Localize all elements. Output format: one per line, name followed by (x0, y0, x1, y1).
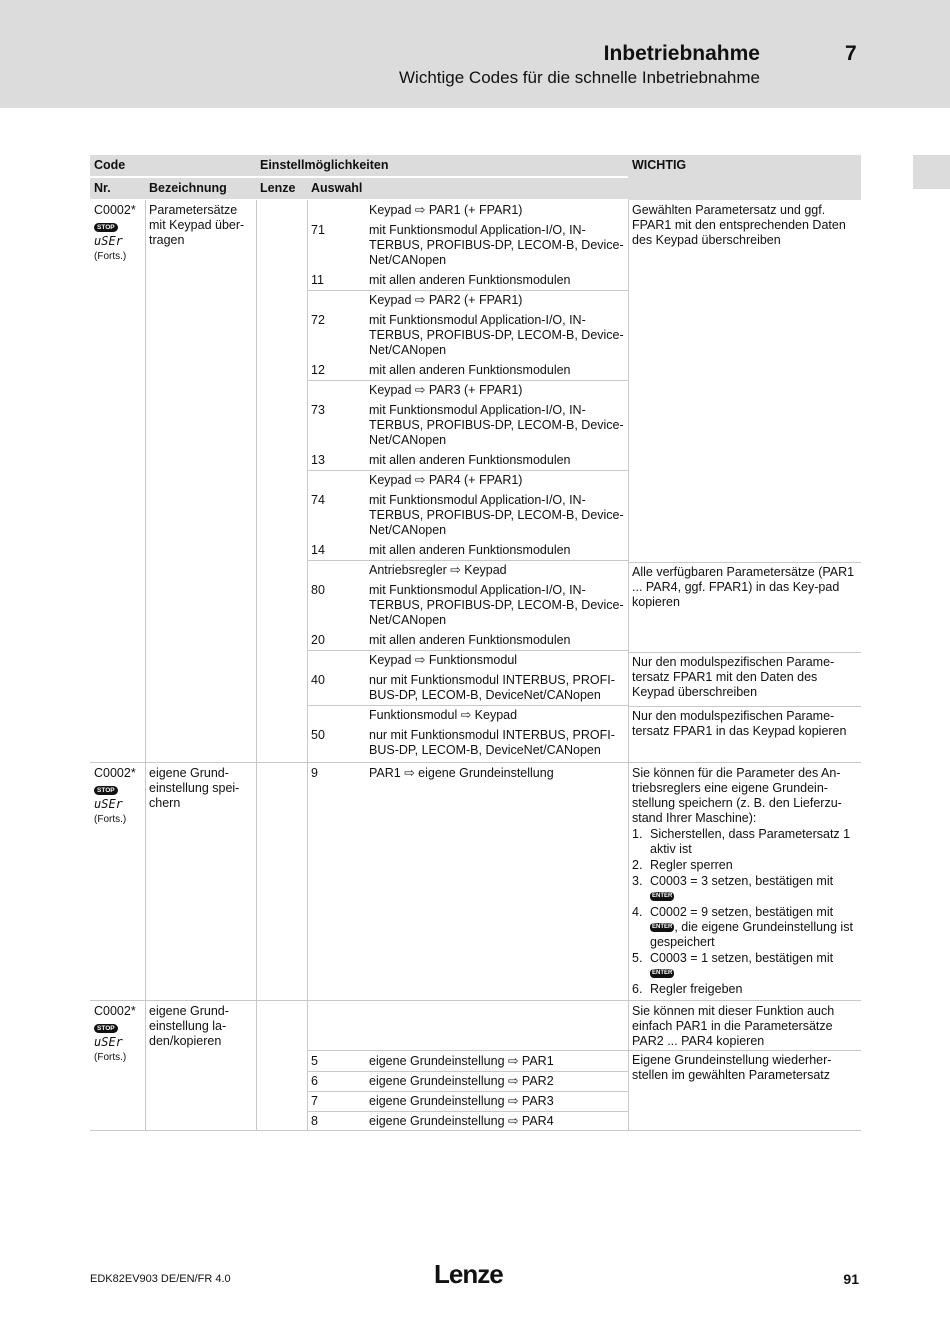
step-number: 4. (632, 905, 643, 919)
row-divider (307, 650, 628, 651)
group-heading: Antriebsregler ⇨ Keypad (369, 563, 507, 577)
note-overwrite-params: Gewählten Parametersatz und ggf. FPAR1 mit den entsprechenden Daten des Keypad überschreiben (632, 203, 846, 247)
col-bezeichnung-header: Bezeichnung (145, 178, 256, 199)
step-text: Regler freigeben (650, 982, 743, 996)
page-title: Inbetriebnahme (603, 42, 760, 65)
col-divider (307, 200, 308, 1130)
lcd-display: uSEr (94, 797, 123, 811)
list-item (632, 858, 857, 873)
selection-number: 40 (311, 673, 325, 687)
stop-badge: STOP (94, 223, 118, 232)
list-item (632, 827, 857, 857)
enter-key-icon: ENTER (652, 893, 673, 900)
lenze-logo: Lenze (434, 1259, 503, 1289)
selection-text: mit allen anderen Funktionsmodulen (369, 633, 571, 647)
selection-number: 12 (311, 363, 325, 377)
col-auswahl-header: Auswahl (307, 178, 628, 199)
group-heading: Keypad ⇨ PAR3 (+ FPAR1) (369, 383, 523, 397)
selection-text: eigene Grundeinstellung ⇨ PAR4 (369, 1114, 554, 1128)
step-number: 6. (632, 982, 643, 996)
row-divider (307, 1111, 628, 1112)
stop-badge: STOP (94, 786, 118, 795)
selection-text: mit allen anderen Funktionsmodulen (369, 273, 571, 287)
note-restore-defaults: Eigene Grundeinstellung wiederher-stellen im gewählten Parametersatz (632, 1053, 832, 1082)
selection-text: PAR1 ⇨ eigene Grundeinstellung (369, 766, 554, 780)
note-intro: Sie können für die Parameter des An-triebsreglers eine eigene Grundein-stellung speichern (z. B. den Lieferzu-stand Ihrer Maschine): (632, 766, 842, 825)
enter-key-icon: ENTER (652, 924, 673, 931)
note-fpar1-copy: Nur den modulspezifischen Parame-tersatz FPAR1 in das Keypad kopieren (632, 709, 847, 738)
continued-label: (Forts.) (94, 251, 127, 262)
code-number: C0002* (94, 203, 136, 217)
col-divider (256, 200, 257, 1130)
code-description: Parametersätze mit Keypad über-tragen (149, 203, 245, 247)
note-copy-all: Alle verfügbaren Parametersätze (PAR1 ... PAR4, ggf. FPAR1) in das Key-pad kopieren (632, 565, 855, 609)
page-number: 91 (843, 1271, 859, 1287)
row-divider (90, 1000, 861, 1001)
code-cell (90, 764, 145, 829)
step-text: C0003 = 1 setzen, bestätigen mit (650, 951, 834, 965)
lcd-display: uSEr (94, 1035, 123, 1049)
code-number: C0002* (94, 1004, 136, 1018)
row-divider (307, 1071, 628, 1072)
selection-text: eigene Grundeinstellung ⇨ PAR3 (369, 1094, 554, 1108)
col-nr-header: Nr. (90, 178, 145, 199)
note-copy-par1: Sie können mit dieser Funktion auch einfach PAR1 in die Parametersätze PAR2 ... PAR4 kopieren (632, 1004, 835, 1048)
list-item (632, 982, 857, 997)
selection-text: mit allen anderen Funktionsmodulen (369, 363, 571, 377)
note-fpar1-overwrite: Nur den modulspezifischen Parame-tersatz FPAR1 mit den Daten des Keypad überschreiben (632, 655, 835, 699)
col-einstell-header: Einstellmöglichkeiten (256, 155, 628, 176)
col-wichtig-header: WICHTIG (628, 155, 861, 200)
selection-text: eigene Grundeinstellung ⇨ PAR2 (369, 1074, 554, 1088)
code-number: C0002* (94, 766, 136, 780)
continued-label: (Forts.) (94, 814, 127, 825)
selection-text: mit Funktionsmodul Application-I/O, IN-TERBUS, PROFIBUS-DP, LECOM-B, Device-Net/CANopen (369, 583, 624, 627)
selection-number: 13 (311, 453, 325, 467)
step-text: Regler sperren (650, 858, 733, 872)
stop-badge: STOP (94, 1024, 118, 1033)
selection-text: mit Funktionsmodul Application-I/O, IN-TERBUS, PROFIBUS-DP, LECOM-B, Device-Net/CANopen (369, 403, 624, 447)
chapter-tab (913, 155, 950, 189)
note-save-defaults (628, 764, 861, 999)
row-divider (307, 290, 628, 291)
page-subtitle: Wichtige Codes für die schnelle Inbetriebnahme (399, 68, 760, 87)
selection-number: 74 (311, 493, 325, 507)
step-number: 5. (632, 951, 643, 965)
selection-text: eigene Grundeinstellung ⇨ PAR1 (369, 1054, 554, 1068)
selection-number: 14 (311, 543, 325, 557)
selection-number: 20 (311, 633, 325, 647)
step-number: 1. (632, 827, 643, 841)
group-heading: Keypad ⇨ PAR1 (+ FPAR1) (369, 203, 523, 217)
code-description: eigene Grund-einstellung spei-chern (149, 766, 240, 810)
selection-number: 5 (311, 1054, 318, 1068)
row-divider (307, 380, 628, 381)
step-text: C0003 = 3 setzen, bestätigen mit (650, 874, 834, 888)
row-divider (307, 1091, 628, 1092)
selection-number: 11 (311, 273, 324, 287)
selection-number: 6 (311, 1074, 318, 1088)
lcd-display: uSEr (94, 234, 123, 248)
col-divider (145, 200, 146, 1130)
page-header (0, 0, 950, 108)
list-item (632, 905, 857, 950)
chapter-number: 7 (845, 42, 857, 65)
row-divider (307, 560, 628, 561)
row-divider (307, 705, 628, 706)
selection-number: 72 (311, 313, 325, 327)
selection-text: nur mit Funktionsmodul INTERBUS, PROFI-BUS-DP, LECOM-B, DeviceNet/CANopen (369, 728, 615, 757)
col-code-header: Code (90, 155, 256, 176)
selection-number: 8 (311, 1114, 318, 1128)
group-heading: Keypad ⇨ PAR4 (+ FPAR1) (369, 473, 523, 487)
code-cell (90, 201, 145, 266)
selection-text: mit allen anderen Funktionsmodulen (369, 453, 571, 467)
step-number: 3. (632, 874, 643, 888)
selection-number: 7 (311, 1094, 318, 1108)
selection-text: mit Funktionsmodul Application-I/O, IN-TERBUS, PROFIBUS-DP, LECOM-B, Device-Net/CANopen (369, 493, 624, 537)
step-text: Sicherstellen, dass Parametersatz 1 aktiv ist (650, 827, 851, 856)
step-text-tail: , die eigene Grundeinstellung ist gespeichert (650, 920, 853, 949)
code-cell (90, 1002, 145, 1067)
step-number: 2. (632, 858, 643, 872)
selection-text: mit allen anderen Funktionsmodulen (369, 543, 571, 557)
selection-text: nur mit Funktionsmodul INTERBUS, PROFI-BUS-DP, LECOM-B, DeviceNet/CANopen (369, 673, 615, 702)
selection-text: mit Funktionsmodul Application-I/O, IN-TERBUS, PROFIBUS-DP, LECOM-B, Device-Net/CANopen (369, 223, 624, 267)
selection-text: mit Funktionsmodul Application-I/O, IN-TERBUS, PROFIBUS-DP, LECOM-B, Device-Net/CANopen (369, 313, 624, 357)
steps-list (632, 827, 857, 997)
table-bottom-rule (90, 1130, 861, 1131)
document-id: EDK82EV903 DE/EN/FR 4.0 (90, 1273, 231, 1285)
col-lenze-header: Lenze (256, 178, 307, 199)
list-item (632, 951, 857, 981)
continued-label: (Forts.) (94, 1052, 127, 1063)
group-heading: Funktionsmodul ⇨ Keypad (369, 708, 518, 722)
row-divider (307, 470, 628, 471)
step-text: C0002 = 9 setzen, bestätigen mit (650, 905, 834, 919)
group-heading: Keypad ⇨ PAR2 (+ FPAR1) (369, 293, 523, 307)
code-description: eigene Grund-einstellung la-den/kopieren (149, 1004, 229, 1048)
selection-number: 73 (311, 403, 325, 417)
enter-key-icon: ENTER (652, 970, 673, 977)
group-heading: Keypad ⇨ Funktionsmodul (369, 653, 518, 667)
row-divider (90, 762, 861, 763)
selection-number: 9 (311, 766, 318, 780)
selection-number: 80 (311, 583, 325, 597)
selection-number: 50 (311, 728, 325, 742)
list-item (632, 874, 857, 904)
selection-number: 71 (311, 223, 325, 237)
